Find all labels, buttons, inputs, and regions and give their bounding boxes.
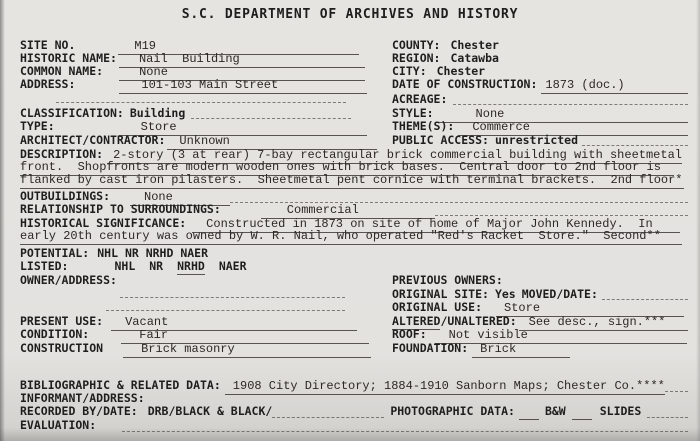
row-architect-access <box>20 134 688 148</box>
address-blank-line <box>56 102 346 103</box>
style-value: None <box>438 108 688 123</box>
listed-option-nr: NR <box>149 259 164 273</box>
photographic-slides-value: SLIDES <box>599 404 642 418</box>
type-value: Store <box>119 121 367 136</box>
description-line2: front. Shopfronts are modern wooden ones with brick bases. Central door to 2nd floor is <box>20 161 674 176</box>
style-label: STYLE: <box>392 106 434 120</box>
present-use-label: PRESENT USE: <box>20 314 104 328</box>
type-label: TYPE: <box>20 119 55 133</box>
owner-address-blank-line <box>120 297 345 298</box>
construction-value: Brick masonry <box>123 343 371 358</box>
row-relationship <box>20 203 688 217</box>
bibliographic-value: 1908 City Directory; 1884-1910 Sanborn Maps; Chester Co.**** <box>225 380 665 395</box>
moved-date-blank-line <box>602 299 688 300</box>
address-label: ADDRESS: <box>20 77 76 91</box>
historical-significance-line1: Constructed in 1873 on site of home of Major John Kennedy. In <box>192 218 680 233</box>
outbuildings-value: None <box>130 191 230 206</box>
public-access-field <box>392 134 688 147</box>
address-field <box>20 78 392 94</box>
row-site-county <box>20 39 688 53</box>
classification-label: CLASSIFICATION: <box>20 106 124 120</box>
evaluation-label: EVALUATION: <box>20 418 97 432</box>
date-of-construction-label: DATE OF CONSTRUCTION: <box>392 77 538 91</box>
classification-value: Building <box>129 106 186 120</box>
row-owner-previous <box>20 274 688 288</box>
description-line3: flanked by cast iron pilasters. Sheetmetal pent cornice with terminal brackets. 2nd floor* <box>20 173 683 187</box>
classification-field <box>20 107 392 120</box>
photographic-bw-value: B&W <box>544 404 566 418</box>
common-name-label: COMMON NAME: <box>20 64 104 78</box>
owner-address-blank-line-2 <box>106 310 345 311</box>
foundation-value: Brick <box>472 343 570 358</box>
moved-date-label: MOVED/DATE: <box>521 287 598 301</box>
row-description-line3 <box>20 174 684 188</box>
public-access-label: PUBLIC ACCESS: <box>392 133 489 147</box>
acreage-label: ACREAGE: <box>392 92 448 106</box>
description-label: DESCRIPTION: <box>20 147 104 161</box>
original-site-label: ORIGINAL SITE: <box>392 287 489 301</box>
evaluation-blank-line <box>122 431 688 432</box>
potential-value: NHL NR NRHD NAER <box>97 246 209 260</box>
row-historical-significance-line2 <box>20 230 682 244</box>
previous-owners-label: PREVIOUS OWNERS: <box>392 273 503 287</box>
address-value: 101-103 Main Street <box>119 79 367 94</box>
original-site-value: Yes <box>494 287 516 301</box>
construction-field <box>20 342 392 358</box>
row-type-theme <box>20 120 688 134</box>
recorded-by-value: DRB/BLACK & BLACK/ <box>147 404 273 418</box>
relationship-value: Commercial <box>261 204 435 219</box>
date-of-construction-value: 1873 (doc.) <box>541 79 688 94</box>
region-label: REGION: <box>392 51 441 65</box>
historical-significance-label: HISTORICAL SIGNIFICANCE: <box>20 216 187 230</box>
altered-value: See desc., sign.*** <box>519 316 688 331</box>
site-no-label: SITE NO. <box>20 38 76 52</box>
row-common-city <box>20 65 688 79</box>
architect-value: Unknown <box>167 135 377 150</box>
city-value: Chester <box>436 64 486 78</box>
listed-label: LISTED: <box>20 259 69 273</box>
owner-address-label: OWNER/ADDRESS: <box>20 273 117 287</box>
bibliographic-label: BIBLIOGRAPHIC & RELATED DATA: <box>20 378 221 392</box>
condition-value: Fair <box>121 329 369 344</box>
altered-label-selected: ALTERED <box>392 314 441 328</box>
foundation-field <box>392 342 688 358</box>
acreage-blank-line <box>453 104 688 105</box>
common-name-value: None <box>119 66 365 81</box>
county-value: Chester <box>450 38 499 52</box>
form-title: S.C. DEPARTMENT OF ARCHIVES AND HISTORY <box>181 7 519 22</box>
listed-option-nrhd: NRHD <box>177 259 205 273</box>
construction-label: CONSTRUCTION <box>20 341 104 355</box>
row-condition-roof <box>20 328 688 342</box>
row-construction-foundation <box>20 342 688 356</box>
historic-name-value: Nail Building <box>119 53 365 68</box>
roof-value: Not visible <box>435 329 687 344</box>
acreage-field <box>392 93 688 106</box>
outbuildings-label: OUTBUILDINGS: <box>20 189 111 203</box>
relationship-label: RELATIONSHIP TO SURROUNDINGS: <box>20 202 221 216</box>
region-value: Catawba <box>450 51 499 65</box>
row-address-date <box>20 78 688 92</box>
row-listed <box>20 260 688 274</box>
previous-owners-field <box>392 274 688 287</box>
row-evaluation <box>20 419 688 433</box>
owner-address-field <box>20 274 392 287</box>
informant-label: INFORMANT/ADDRESS: <box>20 391 145 405</box>
description-line1: 2-story (3 at rear) 7-bay rectangular brick commercial building with sheetmetal <box>107 149 682 164</box>
potential-label: POTENTIAL: <box>20 246 90 260</box>
row-blank-acreage <box>20 93 688 107</box>
theme-label: THEME(S): <box>392 119 455 133</box>
city-label: CITY: <box>392 64 427 78</box>
county-label: COUNTY: <box>392 38 441 52</box>
listed-option-naer: NAER <box>218 259 247 273</box>
photographic-data-label: PHOTOGRAPHIC DATA: <box>390 404 515 418</box>
row-historic-region <box>20 52 688 66</box>
roof-label: ROOF: <box>392 327 427 341</box>
altered-label-rest: /UNALTERED: <box>440 314 517 328</box>
row-blank-original-use <box>20 301 688 315</box>
row-blank-original-site <box>20 288 688 302</box>
foundation-label: FOUNDATION: <box>392 341 469 355</box>
row-classification-style <box>20 107 688 121</box>
original-use-label: ORIGINAL USE: <box>392 300 483 314</box>
site-no-value: M19 <box>118 40 359 55</box>
theme-value: Commerce <box>458 121 688 136</box>
condition-label: CONDITION: <box>20 327 90 341</box>
public-access-value: unrestricted <box>494 133 579 147</box>
original-use-value: Store <box>496 302 684 317</box>
historical-significance-line2: early 20th century was owned by W. R. Nail, who operated "Red's Racket Store." Second** <box>20 230 682 245</box>
row-recorded-photographic <box>20 405 688 419</box>
architect-label: ARCHITECT/CONTRACTOR: <box>20 133 166 147</box>
recorded-by-blank-line <box>272 417 384 418</box>
present-use-value: Vacant <box>111 316 357 331</box>
recorded-by-label: RECORDED BY/DATE: <box>20 404 138 418</box>
listed-option-nhl: NHL <box>114 259 136 273</box>
row-present-altered <box>20 315 688 329</box>
historic-name-label: HISTORIC NAME: <box>20 51 117 65</box>
